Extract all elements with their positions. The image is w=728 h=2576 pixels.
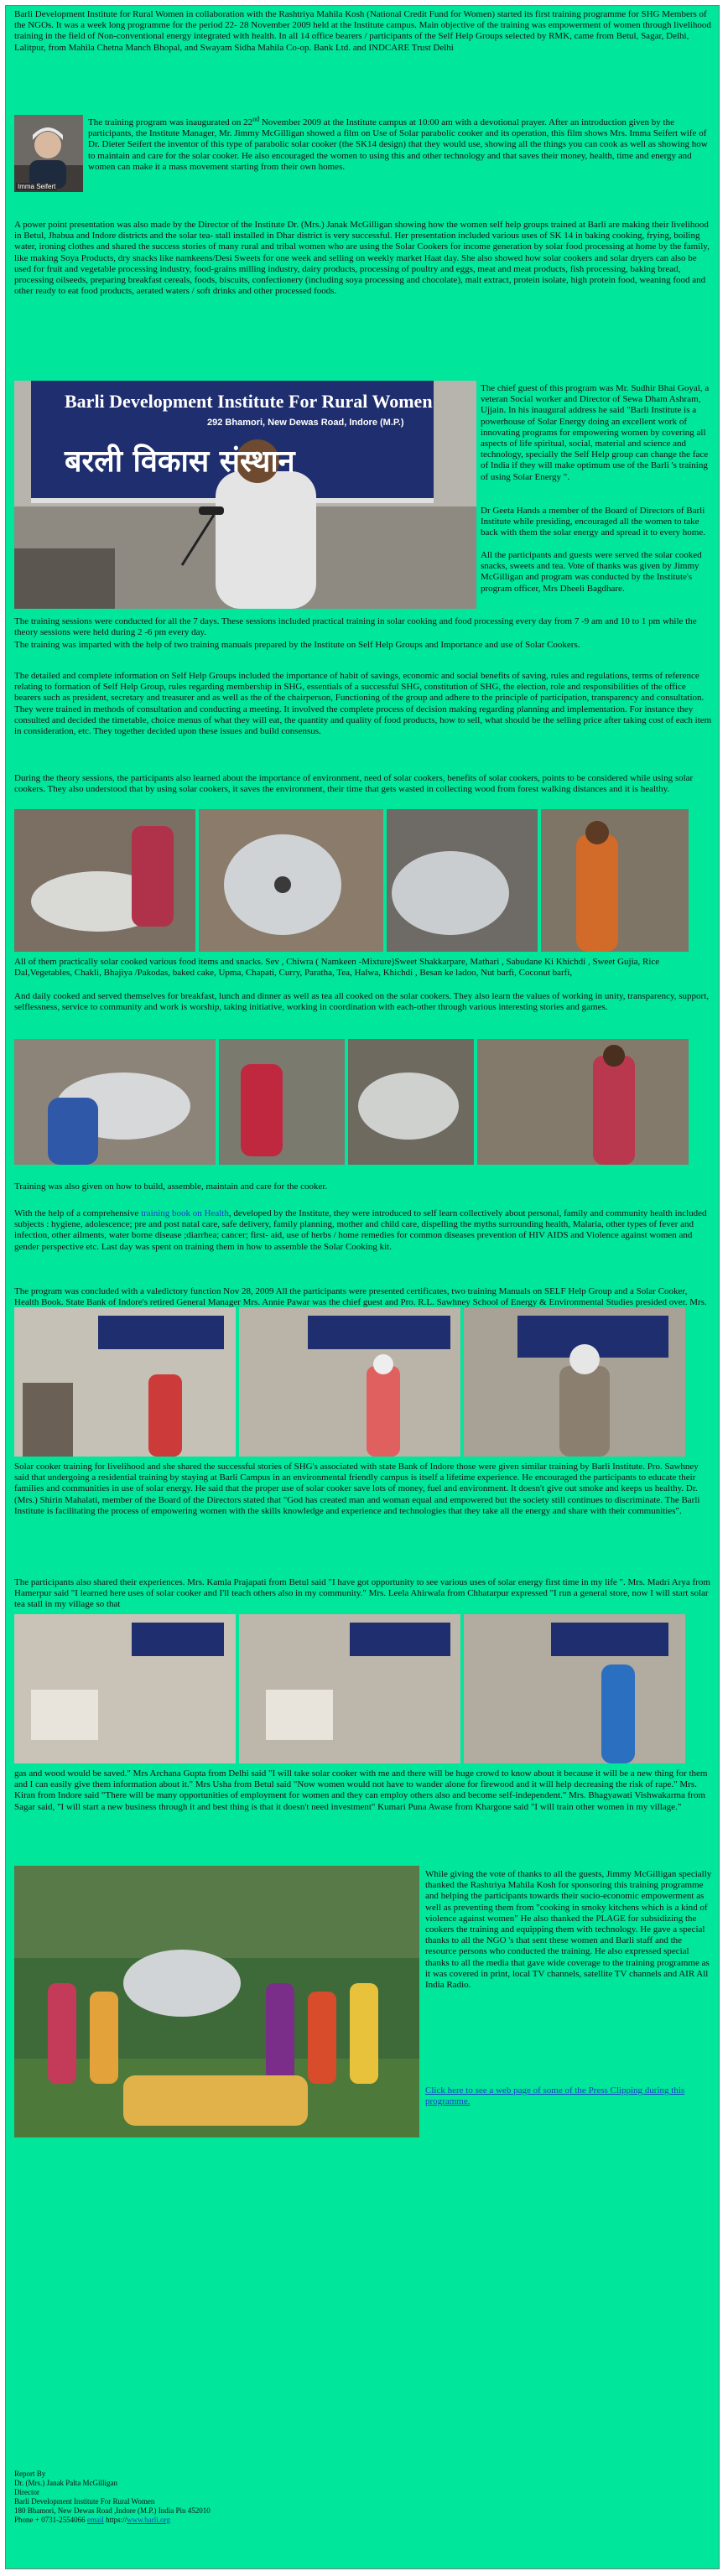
report-page: [5, 5, 720, 2569]
build-cooker-paragraph: Training was also given on how to build, assemble, maintain and care for the cooker.: [14, 1182, 328, 1192]
group-photo: [14, 1866, 419, 2137]
chief-guest-speaking-photo: [14, 381, 476, 609]
footer-report-by: Report By: [14, 2470, 46, 2478]
vote-of-thanks-paragraph: While giving the vote of thanks to all the guests, Jimmy McGilligan specially thanked the Rashtriya Mahila Kosh for sponsoring this training programme and helping the participants towards their socio-economic empowerment as well as preventing them from "cooking in smoky kitchens which is a kind of violence against women" He also thanked the PLAGE for subsidizing the cookers the training and equipping them with technology. He gave a special thanks to all the NGO 's that sent these women and Barli staff and the resource persons who conducted the training. He also expressed special thanks to all the media that gave wide coverage to the training programme as it was covered in print, local TV channels, satellite TV channels and AIR All India Radio.: [425, 1869, 712, 1991]
experiences-paragraph-1: The participants also shared their experiences. Mrs. Kamla Prajapati from Betul said "I have got opportunity to see various uses of solar energy first time in my life ". Mrs. Madri Arya from Hamerpur said "I learned here uses of solar cooker and I'll teach others also in my community." Mrs. Leela Ahirwala from Chhatarpur expressed "I run a general store, now I will start solar tea stall in my village so that: [14, 1577, 710, 1610]
press-clipping-link[interactable]: Click here to see a web page of some of the Press Clipping during this programme.: [425, 2085, 685, 2107]
footer-author: Dr. (Mrs.) Janak Palta McGilligan: [14, 2479, 117, 2487]
banner-title: Barli Development Institute For Rural Women: [65, 391, 433, 412]
theory-paragraph: During the theory sessions, the participants also learned about the importance of environment, need of solar cookers, benefits of solar cookers, points to be considered while using solar cookers. They also understood that by using solar cookers, it saves the environment, their time that gets wasted in collecting wood from forest walking distances and it is healthy.: [14, 773, 694, 795]
powerpoint-paragraph: A power point presentation was also made by the Director of the Institute Dr. (Mrs.) Janak McGilligan showing how the women self help groups trained at Barli are making their livelihood in Betul, Jhabua and Indore districts and the solar tea- stall installed in Dhar district is very successful. Her presentation included various uses of SK 14 in baking cooking, frying, boiling water, ironing clothes and shared the success stories of many rural and tribal women who are using the Solar Cookers for income generation by solar food processing at home by the family, like making Soya Products, dry snacks like namkeens/Desi Sweets for one week and selling on weekly market Haat day. She also showed how solar cookers and solar dryers can also be used for fruit and vegetable processing industry, food-grains milling industry, dairy products, processing of poultry and eggs, meat and meat products, fish processing, baking bread, processing oilseeds, preparing breakfast cereals, foods, biscuits, confectionery (including soya processing and chocolate), malt extract, protein isolate, high protein food, weaning food and other ready to eat food products, aerated waters / soft drinks and other processed foods.: [14, 220, 710, 297]
footer-organization: Barli Development Institute For Rural Women: [14, 2497, 155, 2506]
chief-guest-paragraph: The chief guest of this program was Mr. Sudhir Bhai Goyal, a veteran Social worker and Director of Sewa Dham Ashram, Ujjain. In his inaugural address he said "Barli Institute is a powerhouse of Solar Energy doing an excellent work of innovating programs for empowering women by covering all aspects of life spiritual, social, material and science and technology, specially the Self Help group can change the face of India if they will make optimum use of the Barli 's training of using Solar Energy ".: [481, 383, 710, 482]
footer-contact: Phone + 0731-2554066 email https://www.barli.org: [14, 2516, 170, 2524]
food-items-paragraph: All of them practically solar cooked various food items and snacks. Sev , Chiwra ( Namkeen -Mixture)Sweet Shakkarpare, Mathari , Sabudane Ki Khichdi , Sweet Gujia, Rice Dal,Vegetables, Chakli, Bhajiya /Pakodas, baked cake, Upma, Chapati, Curry, Paratha, Tea, Halwa, Khichdi , Besan ke ladoo, Nut barfi, Coconut barfi,: [14, 957, 660, 979]
footer-address: 180 Bhamori, New Dewas Road ,Indore (M.P.) India Pin 452010: [14, 2506, 211, 2515]
footer-email-link[interactable]: email: [86, 2516, 104, 2524]
health-training-paragraph: With the help of a comprehensive training book on Health, developed by the Institute, they were introduced to self learn collectively about personal, family and community health included subjects : hygiene, adolescence; pre and post natal care, safe delivery, family planning, mother and child care, dispelling the myths surrounding health, Malaria, other types of fever and infection, other ailments, water borne disease ;diarrhea; cancer; first- aid, use of herbs / home remedies for common diseases prevention of HIV AIDS and Violence against women and gender perspective etc. Last day was spent on training them in how to assemble the Solar Cooking kit.: [14, 1208, 707, 1252]
footer-website-link[interactable]: www.barli.org: [127, 2516, 170, 2524]
breakfast-paragraph: And daily cooked and served themselves for breakfast, lunch and dinner as well as tea all cooked on the solar cookers. They also learn the values of working in unity, transparency, support, selflessness, service to community and work is worship, taking initiative, working in coordination with each-other through various interesting stories and games.: [14, 991, 710, 1013]
imma-seifert-photo: [14, 115, 83, 192]
photo-caption: Imma Seifert: [18, 183, 56, 190]
report-footer: [14, 2470, 712, 2525]
solar-cooking-photo-strip: [14, 809, 689, 952]
shg-details-paragraph: The detailed and complete information on Self Help Groups included the importance of habit of savings, economic and social benefits of saving, rules and regulations, terms of reference relating to formation of Self Help Group, rules regarding membership in SHG, essentials of a successful SHG, constitution of SHG, the election, role and responsibilities of the office bearers such as president, secretary and treasurer and as well as the of the chairperson, Functioning of the group and adhere to the principle of participation, transparency and consultation. They were trained in methods of consultation and conducting a meeting. It involved the complete process of decision making regarding planning and implementation. For instance they consulted and decided the timetable, choice menus of what they will eat, the quantity and quality of food products, how to sell, what should be the selling price after taking cost of each item in consideration, etc. They together decided upon these issues and build consensus.: [14, 671, 712, 737]
banner-hindi-name: बरली विकास संस्थान: [65, 444, 295, 479]
manuals-paragraph: The training was imparted with the help of two training manuals prepared by the Institute on Self Help Groups and Importance and use of Solar Cookers.: [14, 640, 580, 650]
participants-cooking-photo-strip: [14, 1039, 689, 1165]
sawhney-paragraph: Solar cooker training for livelihood and she shared the successful stories of SHG's associated with state Bank of Indore those were given similar training by Barli Institute. Pro. Sawhney said that undergoing a residential training by staying at Barli Campus in an environmental friendly campus is itself a lifetime experience. He encouraged the participants to educate their families and communities in use of solar energy. He said that the proper use of solar cooker save lots of money, fuel and environment. It doesn't give out smoke and keeps us healthy. Dr. (Mrs.) Shirin Mahalati, member of the Board of the Directors stated that "God has created man and woman equal and empowered but the society still continues to discriminate. The Barli Institute is facilitating the process of empowering women with the skills knowledge and experience and technologies that they take all the energy and share with their communities".: [14, 1462, 700, 1516]
banner-address: 292 Bhamori, New Dewas Road, Indore (M.P.): [207, 418, 404, 428]
footer-title: Director: [14, 2488, 39, 2496]
experiences-paragraph-2: gas and wood would be saved." Mrs Archana Gupta from Delhi said "I will take solar cooker with me and there will be huge crowd to know about it because it will be a new thing for them and I can easily give them information about it." Mrs Usha from Betul said "Now women would not have to wander alone for firewood and it will help decreasing the risk of rape." Mrs. Kiran from Indore said "There will be many opportunities of employment for women and they can employ others also and become self-independent." Mrs. Bhagyawati Vishwakarma from Sagar said, "I will start a new business through it and best thing is that it doesn't need investment" Kumari Puna Awase from Khargone said "I will train other women in my village.": [14, 1768, 708, 1812]
sessions-paragraph: The training sessions were conducted for all the 7 days. These sessions included practical training in solar cooking and food processing every day from 7 -9 am and 10 to 1 pm while the theory sessions were held during 2 -6 pm every day.: [14, 616, 697, 638]
certificate-ceremony-photo-strip: [14, 1614, 685, 1763]
snacks-paragraph: All the participants and guests were served the solar cooked snacks, sweets and tea. Vote of thanks was given by Jimmy McGilligan and program was conducted by the Institute's program officer, Mrs Dheeli Bagdhare.: [481, 550, 702, 594]
presiding-paragraph: Dr Geeta Hands a member of the Board of Directors of Barli Institute while presiding, encouraged all the women to take back with them the solar energy and spread it to every home.: [481, 506, 705, 538]
intro-paragraph: Barli Development Institute for Rural Women in collaboration with the Rashtriya Mahila Kosh (National Credit Fund for Women) started its first training programme for SHG Members of the NGOs. It was a week long programme for the period 22- 28 November 2009 held at the Institute campus. Main objective of the training was empowerment of women through livelihood training in the field of Non-conventional energy integrated with health. In all 14 office bearers / participants of the Self Help Groups selected by RMK, came from Betul, Sagar, Delhi, Lalitpur, from Mahila Chetna Manch Bhopal, and Swayam Sidha Mahila Co-op. Bank Ltd. and INDCARE Trust Delhi: [14, 9, 711, 53]
health-book-link[interactable]: training book on Health: [141, 1208, 229, 1218]
valedictory-paragraph: The program was concluded with a valedictory function Nov 28, 2009 All the participants were presented certificates, two training Manuals on SELF Help Group and a Solar Cooker, Health Book. State Bank of Indore's retired General Manager Mrs. Annie Pawar was the chief guest and Pro. R.L. Sawhney School of Energy & Environmental Studies presided over. Mrs.: [14, 1286, 707, 1308]
inauguration-paragraph: The training program was inaugurated on 22nd November 2009 at the Institute campus at 10:00 am with a devotional prayer. After an introduction given by the participants, the Institute Manager, Mr. Jimmy McGilligan showed a film on Use of Solar parabolic cooker and its operation, this film shows Mrs. Imma Seifert wife of Dr. Dieter Seifert the inventor of this type of parabolic solar cooker (the SK14 design) that they would use, showing all the things you can cook as well as showing how to maintain and care for the solar cooker. He also encouraged the women to using this and other technology and that saves their money, health, time and energy and women can make it a mass movement starting from their own homes.: [88, 115, 708, 172]
valedictory-function-photo-strip: [14, 1307, 685, 1457]
